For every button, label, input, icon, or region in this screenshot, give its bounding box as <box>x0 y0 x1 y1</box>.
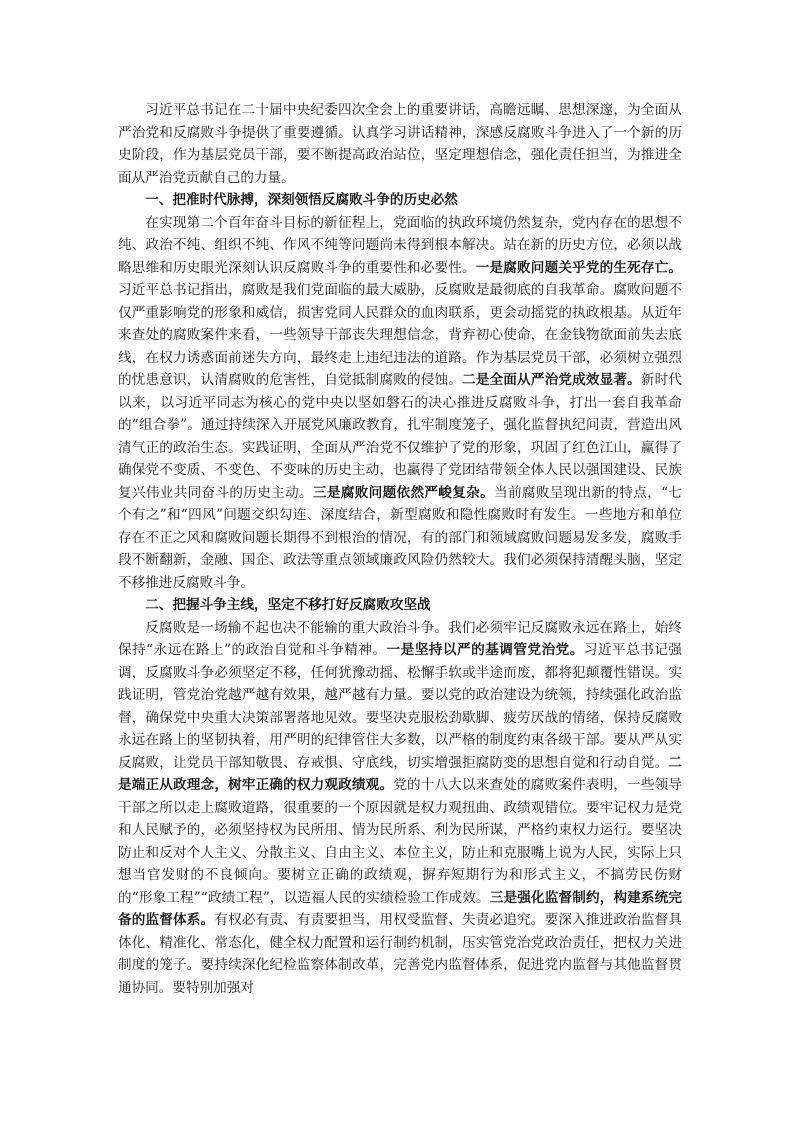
section2-point2-text: 党的十八大以来查处的腐败案件表明，一些领导干部之所以走上腐败道路，很重要的一个原因就是权力观扭曲、政绩观错位。要牢记权力是党和人民赋予的，必须坚持权为民所用、情为民所系、利为民所谋，严格约束权力运行。要坚决防止和反对个人主义、分散主义、自由主义、本位主义，防止和克服嘴上说为人民，实际上只想当官发财的不良倾向。要树立正确的政绩观，摒弃短期行为和形式主义，不搞劳民伤财的“形象工程”“政绩工程”，以造福人民的实绩检验工作成效。 <box>118 777 682 906</box>
section1-paragraph <box>118 212 682 595</box>
section2-point2-title: 二是端正从政理念，树牢正确的权力观政绩观。 <box>118 754 682 793</box>
intro-paragraph: 习近平总书记在二十届中央纪委四次全会上的重要讲话，高瞻远瞩、思想深邃，为全面从严治党和反腐败斗争提供了重要遵循。认真学习讲话精神，深感反腐败斗争进入了一个新的历史阶段，作为基层党员干部，要不断提高政治站位，坚定理想信念，强化责任担当，为推进全面从严治党贡献自己的力量。 <box>118 102 682 186</box>
section2-paragraph <box>118 617 682 1000</box>
section2-point3-text: 有权必有责、有责要担当，用权受监督、失责必追究。要深入推进政治监督具体化、精准化、常态化，健全权力配置和运行制约机制，压实管党治党政治责任，把权力关进制度的笼子。要持续深化纪检监察体制改革，完善党内监督体系，促进党内监督与其他监督贯通协同。要特别加强对 <box>118 912 683 996</box>
section1-point2-text: 新时代以来，以习近平同志为核心的党中央以坚如磐石的决心推进反腐败斗争，打出一套自我革命的“组合拳”。通过持续深入开展党风廉政教育，扎牢制度笼子，强化监督执纪问责，营造出风清气正的政治生态。实践证明，全面从严治党不仅维护了党的形象，巩固了红色江山，赢得了确保党不变质、不变色、不变味的历史主动，也赢得了党团结带领全体人民以强国建设、民族复兴伟业共同奋斗的历史主动。 <box>118 372 683 501</box>
document-body <box>118 99 682 999</box>
section2-point1-title: 一是坚持以严的基调管党治党。 <box>386 642 584 658</box>
section2-point1-text: 习近平总书记强调，反腐败斗争必须坚定不移，任何犹豫动摇、松懈手软或半途而废，都将犯颠覆性错误。实践证明，管党治党越严越有效果，越严越有力量。要以党的政治建设为统领，持续强化政治监督，确保党中央重大决策部署落地见效。要坚决克服松劲歇脚、疲劳厌战的情绪，保持反腐败永远在路上的坚韧执着，用严明的纪律管住大多数，以严格的制度约束各级干部。要从严从实反腐败，让党员干部知敬畏、存戒惧、守底线，切实增强拒腐防变的思想自觉和行动自觉。 <box>118 642 683 771</box>
section2-heading: 二、把握斗争主线，坚定不移打好反腐败攻坚战 <box>145 597 431 613</box>
section1-point3-text: 当前腐败呈现出新的特点，“七个有之”和“四风”问题交织勾连、深度结合，新型腐败和隐性腐败时有发生。一些地方和单位存在不正之风和腐败问题长期得不到根治的情况，有的部门和领域腐败问题易发多发，腐败手段不断翻新，金融、国企、政法等重点领域廉政风险仍然较大。我们必须保持清醒头脑，坚定不移推进反腐败斗争。 <box>118 484 683 591</box>
section1-point3-title: 三是腐败问题依然严峻复杂。 <box>312 484 495 501</box>
section2-lead-text: 反腐败是一场输不起也决不能输的重大政治斗争。我们必须牢记反腐败永远在路上，始终保持“永远在路上”的政治自觉和斗争精神。 <box>118 619 682 658</box>
section1-point1-text: 习近平总书记指出，腐败是我们党面临的最大威胁，反腐败是最彻底的自我革命。腐败问题不仅严重影响党的形象和威信，损害党同人民群众的血肉联系，更会动摇党的执政根基。从近年来查处的腐败案件来看，一些领导干部丧失理想信念，背弃初心使命，在金钱物欲面前失去底线，在权力诱惑面前迷失方向，最终走上违纪违法的道路。作为基层党员干部，必须树立强烈的忧患意识，认清腐败的危害性，自觉抵制腐败的侵蚀。 <box>118 282 682 388</box>
section1-point2-title: 二是全面从严治党成效显著。 <box>462 372 641 388</box>
section1-lead-text: 在实现第二个百年奋斗目标的新征程上，党面临的执政环境仍然复杂，党内存在的思想不纯、政治不纯、组织不纯、作风不纯等问题尚未得到根本解决。站在新的历史方位，必须以战略思维和历史眼光深刻认识反腐败斗争的重要性和必要性。 <box>118 214 682 276</box>
section1-point1-title: 一是腐败问题关乎党的生死存亡。 <box>475 259 683 276</box>
section1-heading: 一、把准时代脉搏，深刻领悟反腐败斗争的历史必然 <box>145 192 458 208</box>
section2-point3-title: 三是强化监督制约，构建系统完备的监督体系。 <box>118 889 683 928</box>
